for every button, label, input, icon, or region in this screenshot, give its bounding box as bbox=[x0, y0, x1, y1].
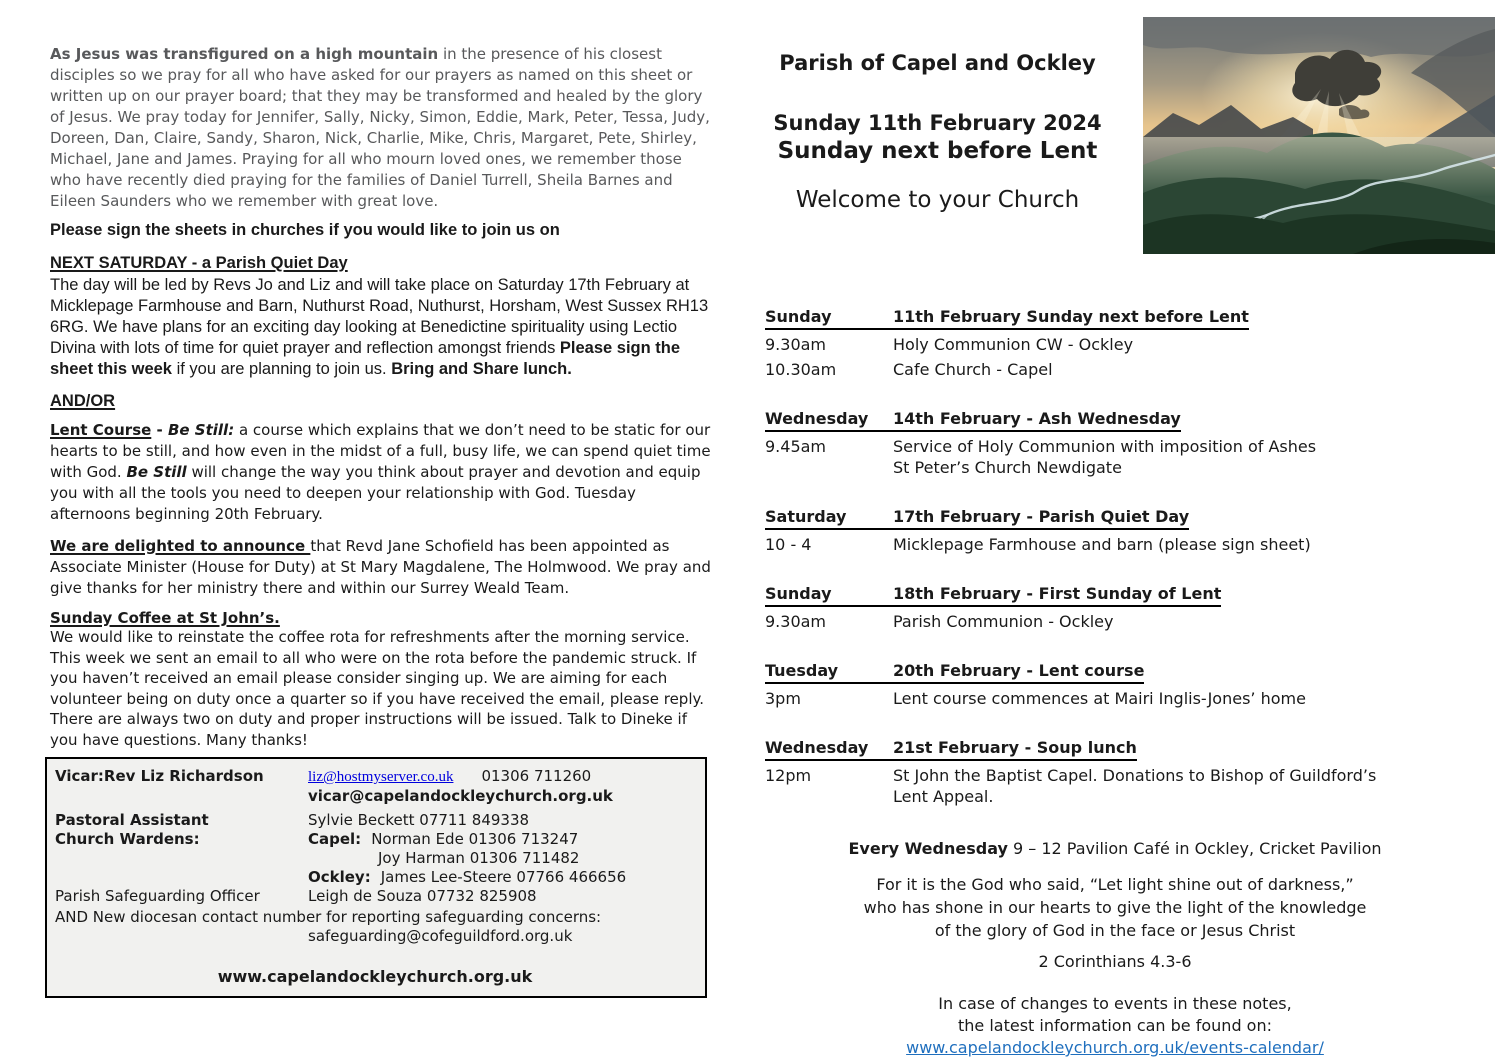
schedule-title: 14th February - Ash Wednesday bbox=[893, 409, 1181, 428]
next-saturday-bold-1: Please sign the sheet this week bbox=[50, 339, 681, 378]
schedule-description-line: St Peter’s Church Newdigate bbox=[893, 458, 1122, 477]
sign-sheets-line: Please sign the sheets in churches if you would like to join us on bbox=[50, 221, 560, 239]
schedule-title: 21st February - Soup lunch bbox=[893, 738, 1137, 757]
events-calendar-link[interactable]: www.capelandockleychurch.org.uk/events-calendar/ bbox=[906, 1038, 1324, 1057]
capel-warden-value: Norman Ede 01306 713247 bbox=[371, 830, 579, 848]
schedule-description-line: Lent Appeal. bbox=[893, 787, 994, 806]
schedule-day: Sunday bbox=[765, 307, 832, 326]
wardens-row bbox=[55, 830, 695, 849]
schedule-time: 9.45am bbox=[765, 437, 827, 456]
schedule-description-line: St John the Baptist Capel. Donations to Bishop of Guildford’s bbox=[893, 766, 1377, 785]
schedule-description-line: Cafe Church - Capel bbox=[893, 360, 1053, 379]
changes-note-line: In case of changes to events in these notes, bbox=[938, 994, 1292, 1013]
mountain-sunrise-photo bbox=[1143, 17, 1495, 254]
church-website: www.capelandockleychurch.org.uk bbox=[217, 967, 533, 986]
be-still-lead: Be Still: bbox=[167, 421, 235, 439]
vicar-row bbox=[55, 767, 695, 787]
verse-line: of the glory of God in the face or Jesus Christ bbox=[934, 921, 1296, 940]
pastoral-row bbox=[55, 811, 695, 830]
be-still-2: Be Still bbox=[126, 463, 187, 481]
services-schedule bbox=[765, 307, 1465, 807]
announcement-bold: We are delighted to announce bbox=[50, 537, 311, 555]
schedule-time: 3pm bbox=[765, 689, 801, 708]
capel-warden bbox=[308, 830, 578, 849]
vicar-email-link[interactable]: liz@hostmyserver.co.uk bbox=[308, 769, 454, 785]
schedule-title: 20th February - Lent course bbox=[893, 661, 1145, 680]
schedule-day: Wednesday bbox=[765, 738, 869, 757]
lent-course-dash: - bbox=[151, 421, 168, 439]
schedule-item bbox=[765, 534, 1465, 555]
wardens-label: Church Wardens: bbox=[55, 830, 200, 848]
next-saturday-heading: NEXT SATURDAY - a Parish Quiet Day bbox=[50, 254, 348, 272]
contact-info-box bbox=[45, 757, 707, 998]
ockley-prefix: Ockley: bbox=[308, 868, 371, 886]
vicar-email-row bbox=[55, 787, 695, 806]
announcement-text: that Revd Jane Schofield has been appointed as Associate Minister (House for Duty) at St Mary Magdalene, The Holmwood. We pray and give thanks for her ministry there and within our Surrey Weald Team. bbox=[50, 537, 711, 597]
verse-line: For it is the God who said, “Let light shine out of darkness,” bbox=[876, 875, 1354, 894]
and-or-heading: AND/OR bbox=[50, 392, 116, 410]
safeguarding-label: Parish Safeguarding Officer bbox=[55, 887, 260, 905]
left-column bbox=[50, 44, 715, 998]
schedule-description bbox=[893, 436, 1316, 478]
schedule-title: 17th February - Parish Quiet Day bbox=[893, 507, 1190, 526]
vicar-label: Vicar:Rev Liz Richardson bbox=[55, 767, 264, 785]
service-date: Sunday 11th February 2024 bbox=[773, 111, 1102, 135]
every-wednesday-rest: 9 – 12 Pavilion Café in Ockley, Cricket Pavilion bbox=[1007, 839, 1382, 858]
vicar-email-spacer bbox=[55, 787, 308, 806]
verse-line: who has shone in our hearts to give the light of the knowledge bbox=[863, 898, 1367, 917]
schedule-title: 11th February Sunday next before Lent bbox=[893, 307, 1249, 326]
schedule-description-line: Holy Communion CW - Ockley bbox=[893, 335, 1134, 354]
bible-verse bbox=[765, 873, 1465, 942]
parish-title: Parish of Capel and Ockley bbox=[779, 51, 1096, 75]
schedule-description-line: Parish Communion - Ockley bbox=[893, 612, 1114, 631]
welcome-line: Welcome to your Church bbox=[795, 187, 1080, 213]
wardens-row-2 bbox=[55, 849, 695, 868]
schedule-heading bbox=[765, 507, 1189, 530]
schedule-day: Wednesday bbox=[765, 409, 869, 428]
ockley-warden-row bbox=[55, 868, 695, 887]
schedule-description-line: Service of Holy Communion with imposition of Ashes bbox=[893, 437, 1317, 456]
lent-course-text-1: a course which explains that we don’t need to be static for our hearts to be still, and how even in the midst of a full, busy life, we can spend quiet time with God. bbox=[50, 421, 711, 481]
safeguarding-value: Leigh de Souza 07732 825908 bbox=[308, 887, 537, 905]
diocesan-email: safeguarding@cofeguildford.org.uk bbox=[308, 927, 573, 945]
schedule-item bbox=[765, 611, 1465, 632]
next-saturday-bold-2: Bring and Share lunch. bbox=[391, 360, 572, 378]
schedule-description bbox=[893, 688, 1306, 709]
verse-reference: 2 Corinthians 4.3-6 bbox=[1038, 952, 1192, 971]
schedule-description bbox=[893, 334, 1133, 355]
every-wednesday-bold: Every Wednesday bbox=[848, 839, 1008, 858]
schedule-description-line: Lent course commences at Mairi Inglis-Jones’ home bbox=[893, 689, 1306, 708]
schedule-description-line: Micklepage Farmhouse and barn (please sign sheet) bbox=[893, 535, 1311, 554]
schedule-heading bbox=[765, 584, 1221, 607]
schedule-heading bbox=[765, 307, 1249, 330]
schedule-heading bbox=[765, 738, 1137, 761]
schedule-group-lent-course bbox=[765, 661, 1465, 709]
schedule-description bbox=[893, 534, 1311, 555]
sunday-coffee-heading: Sunday Coffee at St John’s. bbox=[50, 609, 280, 627]
parish-header bbox=[765, 40, 1110, 215]
sunday-coffee-paragraph: We would like to reinstate the coffee rota for refreshments after the morning service. This week we sent an email to all who were on the rota before the pandemic struck. If you haven’t received an email please consider singing up. We are aiming for each volunteer being on duty once a quarter so if you have received the email, please reply. There are always two on duty and proper instructions will be issued. Talk to Dineke if you have questions. Many thanks! bbox=[50, 628, 705, 749]
ockley-spacer bbox=[55, 868, 308, 887]
next-saturday-text-2: if you are planning to join us. bbox=[171, 360, 392, 378]
vicar-phone: 01306 711260 bbox=[481, 767, 592, 785]
schedule-day: Tuesday bbox=[765, 661, 839, 680]
intro-bold-text: As Jesus was transfigured on a high mountain bbox=[50, 45, 439, 63]
next-saturday-paragraph bbox=[50, 275, 715, 380]
vicar-church-email: vicar@capelandockleychurch.org.uk bbox=[308, 787, 613, 805]
lent-course-label: Lent Course bbox=[50, 421, 152, 439]
schedule-group-quiet-day bbox=[765, 507, 1465, 555]
diocesan-line: AND New diocesan contact number for reporting safeguarding concerns: bbox=[55, 908, 602, 926]
schedule-time: 12pm bbox=[765, 766, 812, 785]
lent-course-paragraph bbox=[50, 420, 715, 525]
schedule-title: 18th February - First Sunday of Lent bbox=[893, 584, 1222, 603]
wardens-spacer bbox=[55, 849, 308, 868]
schedule-description bbox=[893, 359, 1053, 380]
schedule-item bbox=[765, 334, 1465, 355]
schedule-heading bbox=[765, 661, 1144, 684]
schedule-time: 10 - 4 bbox=[765, 535, 812, 554]
safeguarding-row bbox=[55, 887, 695, 906]
schedule-description bbox=[893, 611, 1113, 632]
changes-note-line: the latest information can be found on: bbox=[957, 1016, 1272, 1035]
pastoral-value: Sylvie Beckett 07711 849338 bbox=[308, 811, 530, 829]
capel-prefix: Capel: bbox=[308, 830, 362, 848]
schedule-day: Saturday bbox=[765, 507, 847, 526]
sunday-name: Sunday next before Lent bbox=[777, 138, 1098, 164]
pavilion-cafe-line bbox=[765, 839, 1465, 858]
schedule-description bbox=[893, 765, 1376, 807]
schedule-item bbox=[765, 436, 1465, 478]
capel-warden-2: Joy Harman 01306 711482 bbox=[378, 849, 580, 867]
changes-note bbox=[765, 993, 1465, 1058]
schedule-group-sunday-11 bbox=[765, 307, 1465, 380]
pastoral-label: Pastoral Assistant bbox=[55, 811, 209, 829]
lent-course-text-2: will change the way you think about prayer and devotion and equip you with all the tools you need to deepen your relationship with God. Tuesday afternoons beginning 20th February. bbox=[50, 463, 701, 523]
ockley-warden bbox=[308, 868, 626, 887]
schedule-group-ash-wednesday bbox=[765, 409, 1465, 478]
schedule-item bbox=[765, 688, 1465, 709]
schedule-time: 9.30am bbox=[765, 335, 827, 354]
ockley-warden-value: James Lee-Steere 07766 466656 bbox=[380, 868, 627, 886]
vicar-contact bbox=[308, 767, 591, 787]
mountain-photo-graphic bbox=[1143, 17, 1495, 254]
intro-body-text: in the presence of his closest disciples so we pray for all who have asked for our prayers as named on this sheet or written up on our prayer board; that they may be transformed and healed by the glory of Jesus. We pray today for Jennifer, Sally, Nicky, Simon, Eddie, Mark, Peter, Tessa, Judy, Doreen, Dan, Claire, Sandy, Sharon, Nick, Charlie, Mike, Chris, Margaret, Pete, Shirley, Michael, Jane and James. Praying for all who mourn loved ones, we remember those who have recently died praying for the families of Daniel Turrell, Sheila Barnes and Eileen Saunders who we remember with great love. bbox=[50, 45, 710, 210]
announcement-paragraph bbox=[50, 536, 715, 599]
schedule-group-soup-lunch bbox=[765, 738, 1465, 807]
prayer-intro-paragraph bbox=[50, 44, 715, 212]
next-saturday-text-1: The day will be led by Revs Jo and Liz and will take place on Saturday 17th February at Micklepage Farmhouse and Barn, Nuthurst Road, Nuthurst, Horsham, West Sussex RH13 6RG. We have plans for an exciting day looking at Benedictine spirituality using Lectio Divina with lots of time for quiet prayer and reflection amongst friends bbox=[50, 276, 709, 357]
schedule-day: Sunday bbox=[765, 584, 832, 603]
schedule-group-sunday-18 bbox=[765, 584, 1465, 632]
schedule-time: 9.30am bbox=[765, 612, 827, 631]
schedule-time: 10.30am bbox=[765, 360, 837, 379]
schedule-item bbox=[765, 765, 1465, 807]
schedule-heading bbox=[765, 409, 1181, 432]
schedule-item bbox=[765, 359, 1465, 380]
